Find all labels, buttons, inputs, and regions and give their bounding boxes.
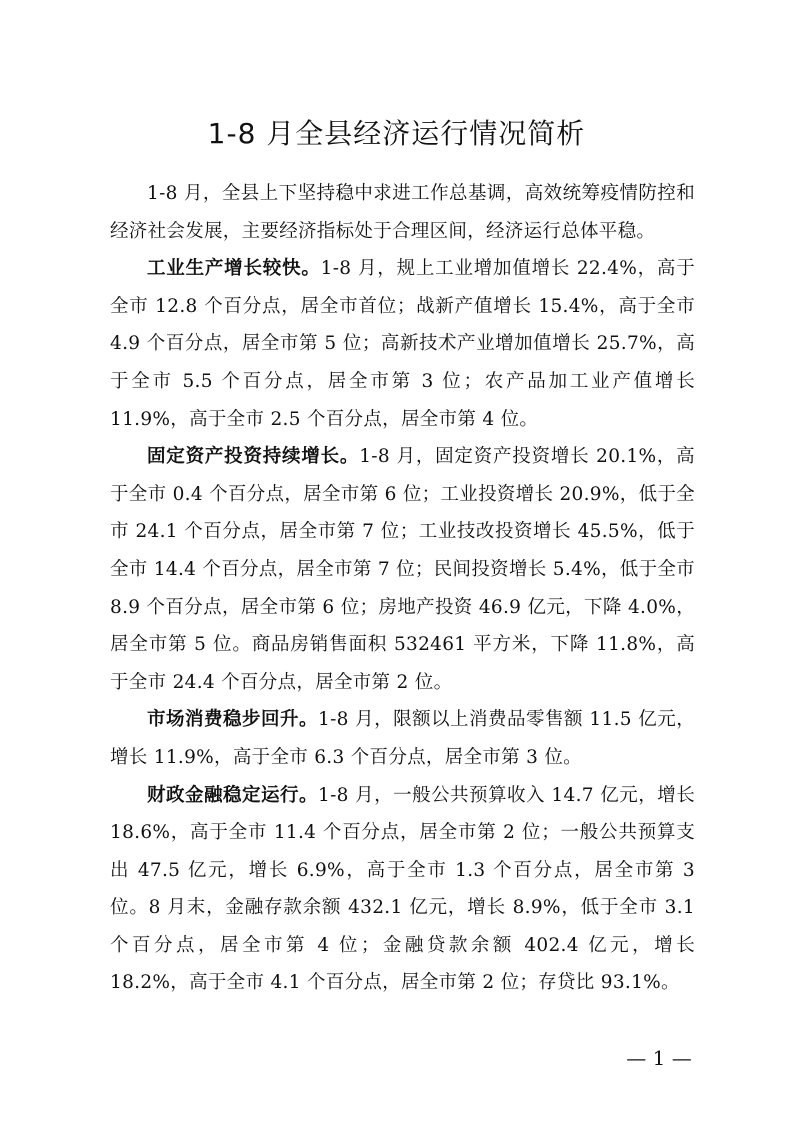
section-heading-consumption: 市场消费稳步回升。: [147, 709, 318, 731]
intro-paragraph: 1-8 月，全县上下坚持稳中求进工作总基调，高效统筹疫情防控和经济社会发展，主要经济指标处于合理区间，经济运行总体平稳。: [110, 183, 695, 242]
document-body: [110, 175, 695, 1002]
section-body-industry: 1-8 月，规上工业增加值增长 22.4%，高于全市 12.8 个百分点，居全市首位；战新产值增长 15.4%，高于全市 4.9 个百分点，居全市第 5 位；高新技术产业增加值增长 25.7%，高于全市 5.5 个百分点，居全市第 3 位；农产品加工业产值增长 11.9%，高于全市 2.5 个百分点，居全市第 4 位。: [110, 258, 695, 430]
section-heading-industry: 工业生产增长较快。: [147, 258, 321, 280]
section-consumption: [110, 701, 695, 776]
page-number: — 1 —: [626, 1046, 692, 1070]
section-body-consumption: 1-8 月，限额以上消费品零售额 11.5 亿元，增长 11.9%，高于全市 6.3 个百分点，居全市第 3 位。: [110, 709, 695, 768]
section-investment: [110, 438, 695, 701]
section-industry: [110, 250, 695, 438]
section-heading-finance: 财政金融稳定运行。: [147, 784, 318, 806]
section-body-finance: 1-8 月，一般公共预算收入 14.7 亿元，增长 18.6%，高于全市 11.4 个百分点，居全市第 2 位；一般公共预算支出 47.5 亿元，增长 6.9%，高于全市 1.3 个百分点，居全市第 3 位。8 月末，金融存款余额 432.1 亿元，增长 8.9%，低于全市 3.1 个百分点，居全市第 4 位；金融贷款余额 402.4 亿元，增长 18.2%，高于全市 4.1 个百分点，居全市第 2 位；存贷比 93.1%。: [110, 784, 695, 994]
section-body-investment: 1-8 月，固定资产投资增长 20.1%，高于全市 0.4 个百分点，居全市第 6 位；工业投资增长 20.9%，低于全市 24.1 个百分点，居全市第 7 位；工业技改投资增长 45.5%，低于全市 14.4 个百分点，居全市第 7 位；民间投资增长 5.4%，低于全市 8.9 个百分点，居全市第 6 位；房地产投资 46.9 亿元，下降 4.0%，居全市第 5 位。商品房销售面积 532461 平方米，下降 11.8%，高于全市 24.4 个百分点，居全市第 2 位。: [110, 446, 695, 693]
document-title: 1-8 月全县经济运行情况简析: [207, 117, 586, 150]
section-heading-investment: 固定资产投资持续增长。: [147, 446, 360, 468]
section-finance: [110, 777, 695, 1003]
